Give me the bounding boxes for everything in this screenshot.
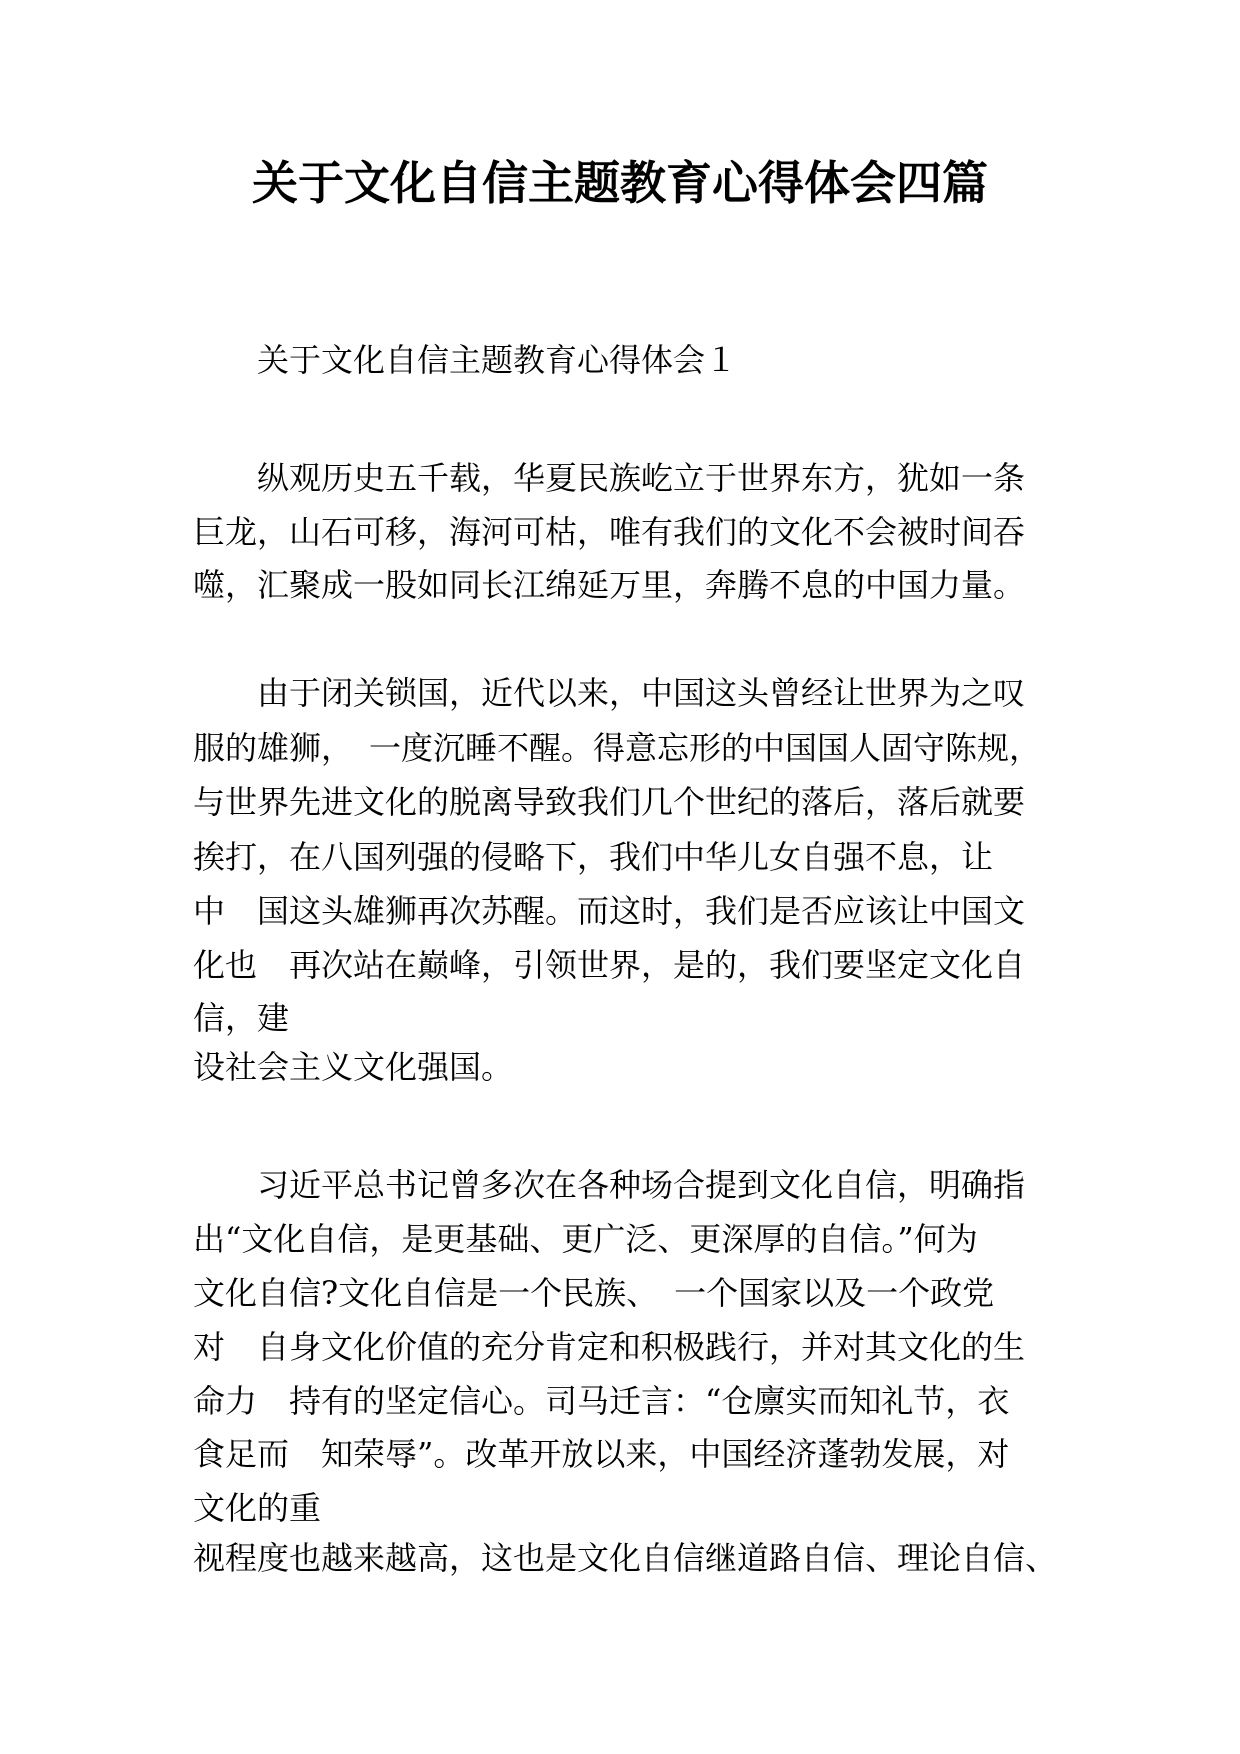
body-text-line: 出“文化自信，是更基础、更广泛、更深厚的自信。”何为: [193, 1220, 978, 1258]
body-text-line: 命力 持有的坚定信心。司马迁言：“仓廪实而知礼节，衣: [193, 1382, 1010, 1420]
document-title: 关于文化自信主题教育心得体会四篇: [252, 156, 988, 210]
body-text-line: 对 自身文化价值的充分肯定和积极践行，并对其文化的生: [193, 1328, 1026, 1366]
body-text-line: 中 国这头雄狮再次苏醒。而这时，我们是否应该让中国文: [193, 892, 1026, 930]
body-text-line: 纵观历史五千载，华夏民族屹立于世界东方，犹如一条: [193, 459, 1026, 497]
body-text-line: 设社会主义文化强国。: [193, 1048, 514, 1086]
body-text-line: 文化自信?文化自信是一个民族、 一个国家以及一个政党: [193, 1274, 995, 1312]
body-text-line: 噬，汇聚成一股如同长江绵延万里，奔腾不息的中国力量。: [193, 566, 1026, 604]
body-text-line: 巨龙，山石可移，海河可枯，唯有我们的文化不会被时间吞: [193, 513, 1026, 551]
body-text-line: 与世界先进文化的脱离导致我们几个世纪的落后，落后就要: [193, 783, 1026, 821]
body-text-line: 视程度也越来越高，这也是文化自信继道路自信、理论自信、: [193, 1539, 1058, 1577]
body-text-line: 由于闭关锁国，近代以来，中国这头曾经让世界为之叹: [193, 674, 1026, 712]
body-text-line: 关于文化自信主题教育心得体会１: [193, 341, 738, 379]
body-text-line: 习近平总书记曾多次在各种场合提到文化自信，明确指: [193, 1166, 1026, 1204]
body-text-line: 食足而 知荣辱”。改革开放以来，中国经济蓬勃发展，对: [193, 1435, 1010, 1473]
body-text-line: 文化的重: [193, 1489, 322, 1527]
body-text-line: 服的雄狮， 一度沉睡不醒。得意忘形的中国国人固守陈规，: [193, 729, 1042, 767]
body-text-line: 挨打，在八国列强的侵略下，我们中华儿女自强不息，让: [193, 838, 994, 876]
body-text-line: 化也 再次站在巅峰，引领世界，是的，我们要坚定文化自: [193, 946, 1026, 984]
body-text-line: 信，建: [193, 999, 290, 1037]
